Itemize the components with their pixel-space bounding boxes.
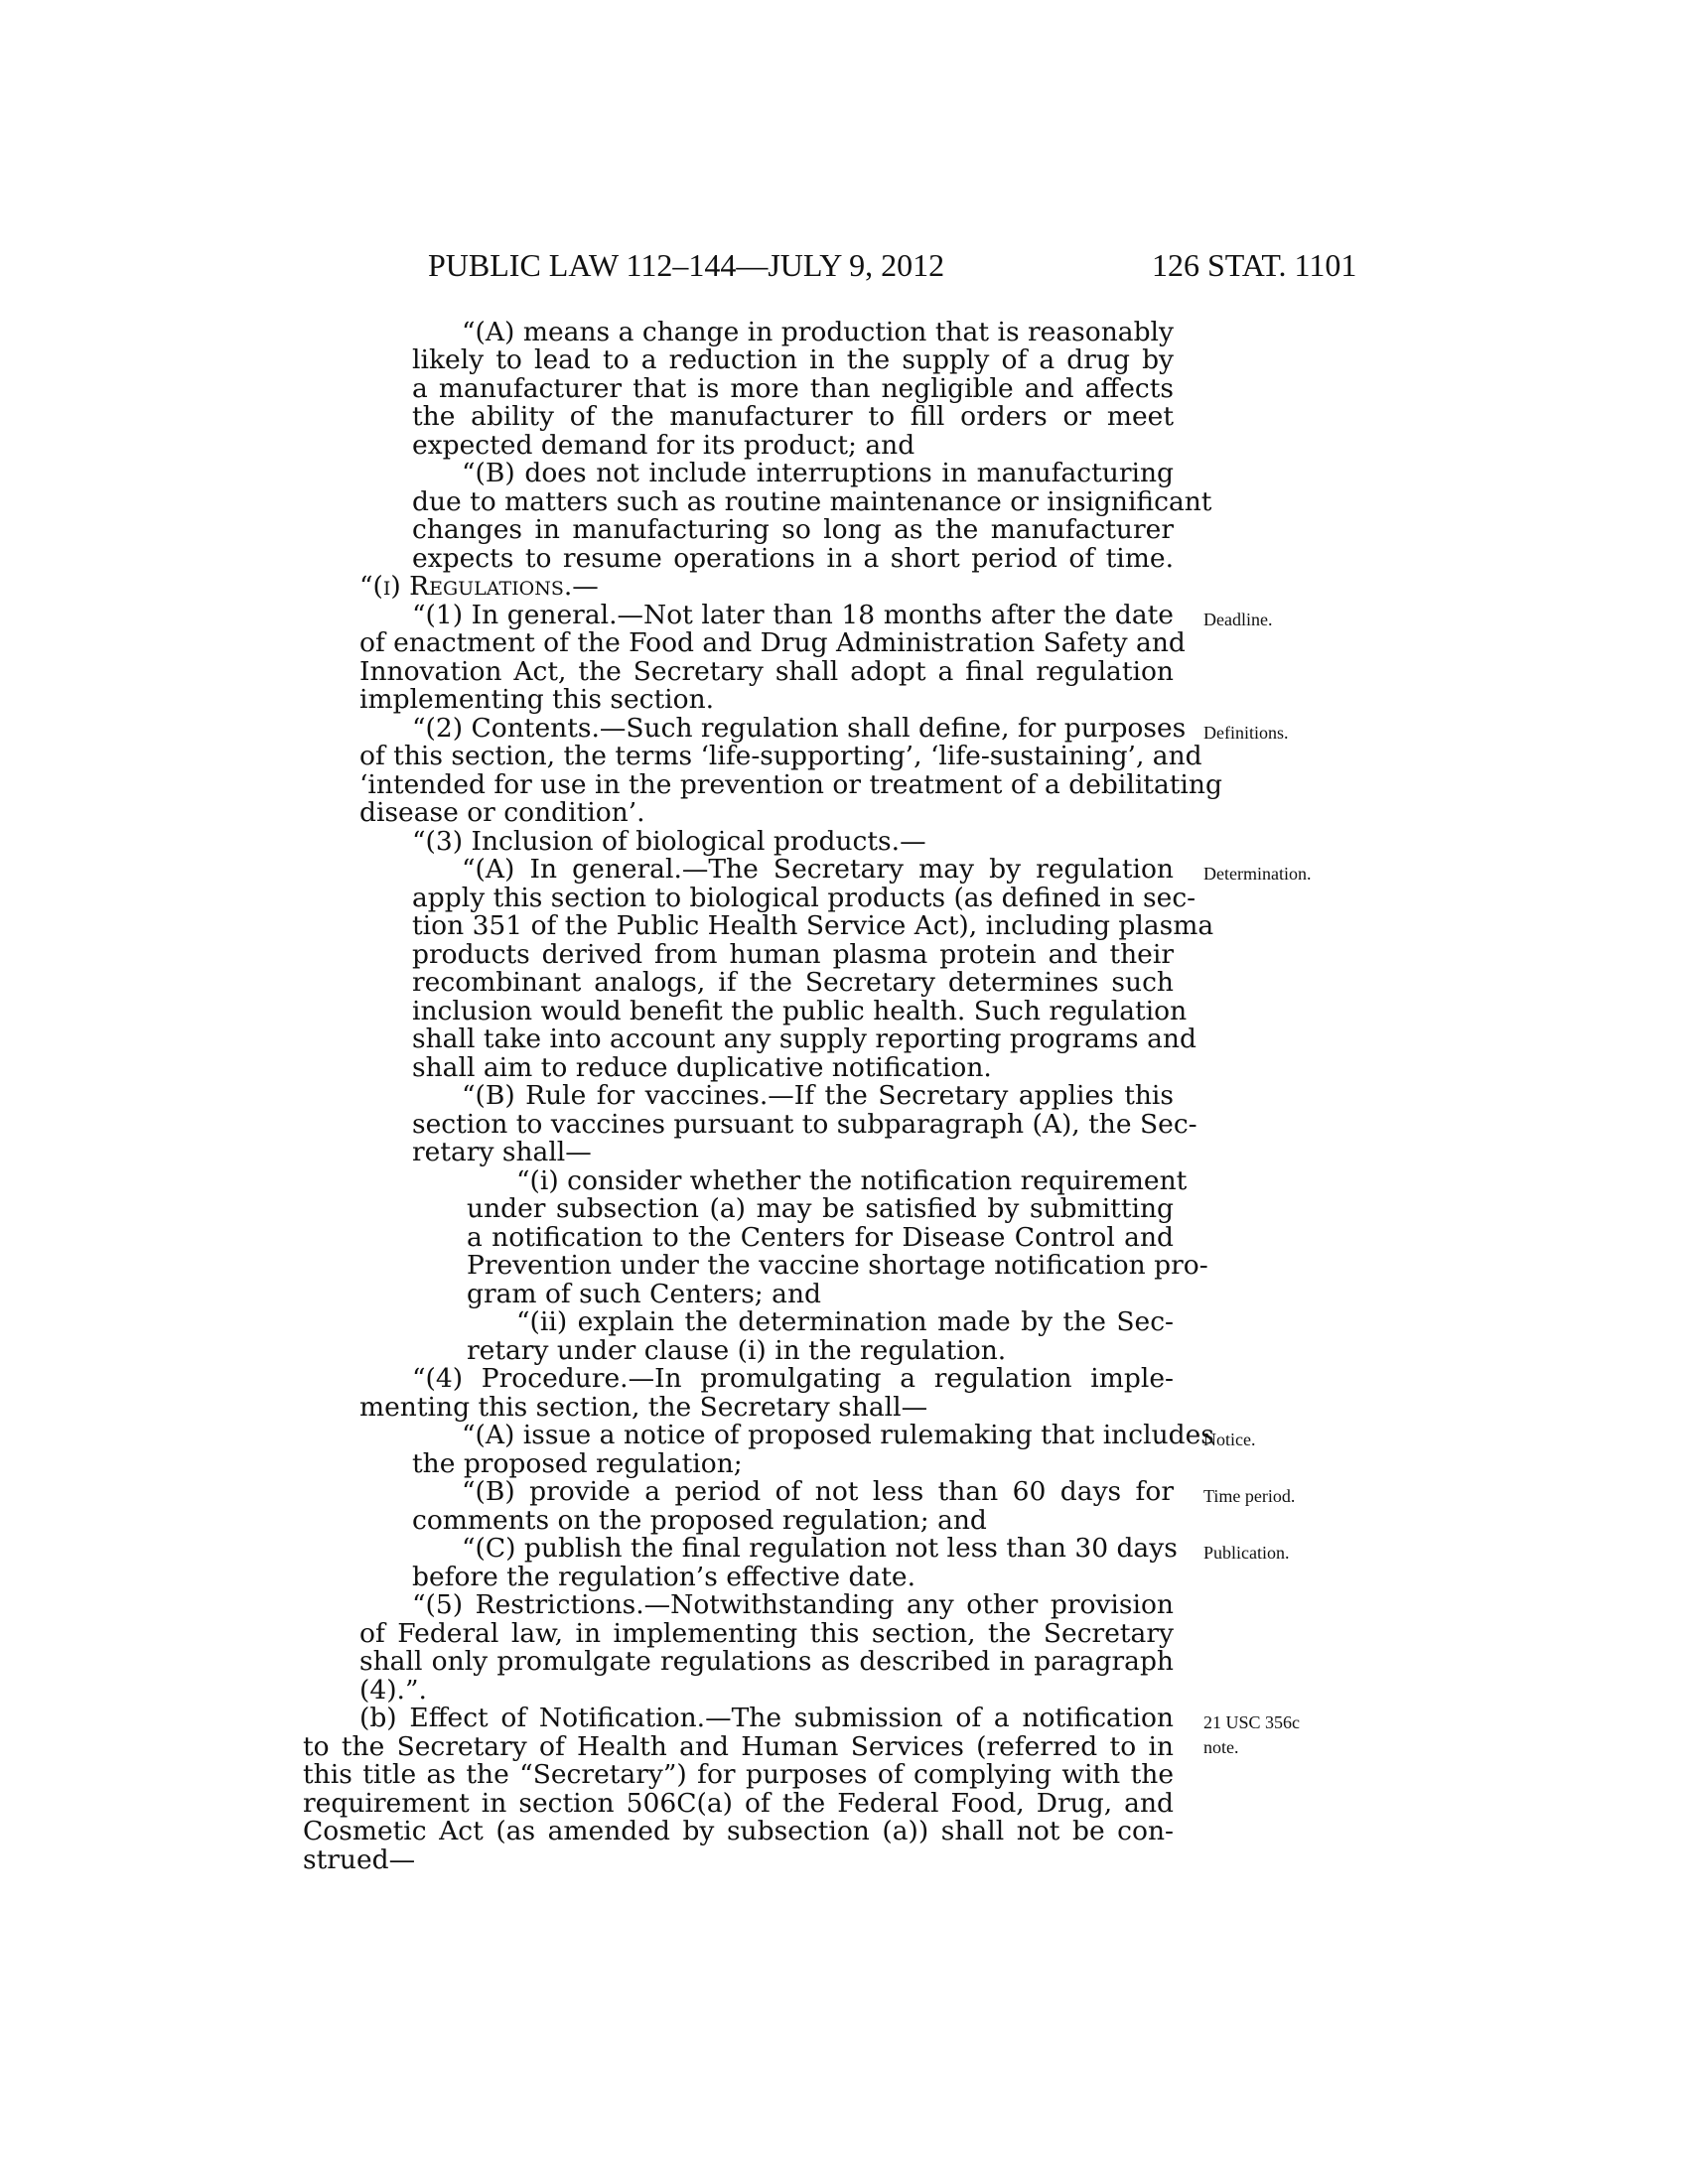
- text-line: of enactment of the Food and Drug Administration Safety and: [359, 627, 1186, 658]
- text-line: (b) Effect of Notification.—The submission of a notification: [359, 1703, 1174, 1733]
- text-line: before the regulation’s effective date.: [412, 1562, 916, 1592]
- text-line: comments on the proposed regulation; and: [412, 1505, 987, 1536]
- text-line: under subsection (a) may be satisfied by submitting: [467, 1193, 1174, 1224]
- text-line: retary under clause (i) in the regulation.: [467, 1335, 1007, 1366]
- text-line: expects to resume operations in a short period of time.: [412, 543, 1174, 574]
- text-line: “(4) Procedure.—In promulgating a regulation imple-: [412, 1363, 1174, 1394]
- text-line: “(1) In general.—Not later than 18 months after the date: [412, 600, 1174, 630]
- text-line: a notification to the Centers for Disease Control and: [467, 1222, 1174, 1253]
- text-line: of this section, the terms ‘life-supporting’, ‘life-sustaining’, and: [359, 741, 1202, 771]
- text-line: disease or condition’.: [359, 797, 645, 828]
- text-line: to the Secretary of Health and Human Services (referred to in: [303, 1731, 1174, 1762]
- text-line: the ability of the manufacturer to fill orders or meet: [412, 401, 1174, 432]
- text-line: “(5) Restrictions.—Notwithstanding any other provision: [412, 1589, 1174, 1620]
- text-line: “(A) issue a notice of proposed rulemaking that includes: [462, 1420, 1214, 1450]
- text-line: likely to lead to a reduction in the supply of a drug by: [412, 344, 1174, 375]
- text-line: Innovation Act, the Secretary shall adopt a final regulation: [359, 656, 1174, 687]
- text-line: “(A) In general.—The Secretary may by regulation: [462, 854, 1174, 885]
- text-line: strued—: [303, 1844, 416, 1875]
- running-header-title: PUBLIC LAW 112–144—JULY 9, 2012: [428, 247, 945, 283]
- text-line: “(B) Rule for vaccines.—If the Secretary applies this: [462, 1080, 1174, 1111]
- text-line: shall only promulgate regulations as described in paragraph: [359, 1646, 1174, 1677]
- margin-note: Time period.: [1203, 1486, 1296, 1506]
- text-line: “(2) Contents.—Such regulation shall define, for purposes: [412, 713, 1187, 744]
- text-line: Prevention under the vaccine shortage notification pro-: [467, 1250, 1208, 1281]
- text-line: Cosmetic Act (as amended by subsection (a)) shall not be con-: [303, 1816, 1174, 1846]
- text-line: apply this section to biological products (as defined in sec-: [412, 883, 1196, 913]
- text-line: expected demand for its product; and: [412, 430, 915, 461]
- text-line: products derived from human plasma protein and their: [412, 939, 1174, 970]
- margin-note: 21 USC 356c: [1203, 1712, 1301, 1732]
- text-line: “(3) Inclusion of biological products.—: [412, 826, 926, 857]
- text-line: “(ii) explain the determination made by the Sec-: [516, 1306, 1174, 1337]
- text-line: “(i) consider whether the notification requirement: [516, 1165, 1188, 1196]
- text-line: “(B) provide a period of not less than 60 days for: [462, 1476, 1174, 1507]
- text-line: this title as the “Secretary”) for purposes of complying with the: [303, 1759, 1174, 1790]
- text-line: the proposed regulation;: [412, 1448, 743, 1479]
- text-line: due to matters such as routine maintenance or insignificant: [412, 486, 1212, 517]
- text-line: retary shall—: [412, 1137, 592, 1167]
- text-line: recombinant analogs, if the Secretary determines such: [412, 967, 1174, 998]
- text-line: of Federal law, in implementing this section, the Secretary: [359, 1618, 1174, 1649]
- text-line: changes in manufacturing so long as the manufacturer: [412, 514, 1174, 545]
- text-line: menting this section, the Secretary shall—: [359, 1392, 928, 1423]
- text-line: tion 351 of the Public Health Service Act), including plasma: [412, 910, 1214, 941]
- text-line: inclusion would benefit the public health. Such regulation: [412, 996, 1188, 1026]
- text-line: shall take into account any supply reporting programs and: [412, 1024, 1196, 1054]
- margin-note: Determination.: [1203, 864, 1312, 884]
- text-line: ‘intended for use in the prevention or treatment of a debilitating: [359, 769, 1222, 800]
- text-line: gram of such Centers; and: [467, 1279, 821, 1309]
- text-line: “(B) does not include interruptions in manufacturing: [462, 458, 1174, 488]
- text-line: section to vaccines pursuant to subparagraph (A), the Sec-: [412, 1109, 1197, 1140]
- text-line: “(i) Regulations.—: [359, 571, 599, 602]
- margin-note: Deadline.: [1203, 610, 1273, 629]
- text-line: “(C) publish the final regulation not less than 30 days: [462, 1533, 1178, 1564]
- text-line: (4).”.: [359, 1675, 427, 1706]
- margin-note: Publication.: [1203, 1543, 1290, 1563]
- text-line: a manufacturer that is more than negligible and affects: [412, 373, 1174, 404]
- margin-note: note.: [1203, 1737, 1239, 1757]
- margin-note: Notice.: [1203, 1430, 1256, 1449]
- text-line: requirement in section 506C(a) of the Federal Food, Drug, and: [303, 1788, 1174, 1819]
- text-line: shall aim to reduce duplicative notification.: [412, 1052, 992, 1083]
- text-line: “(A) means a change in production that is reasonably: [462, 317, 1174, 347]
- page-number: 126 STAT. 1101: [1152, 247, 1357, 283]
- margin-note: Definitions.: [1203, 723, 1289, 743]
- text-line: implementing this section.: [359, 684, 715, 715]
